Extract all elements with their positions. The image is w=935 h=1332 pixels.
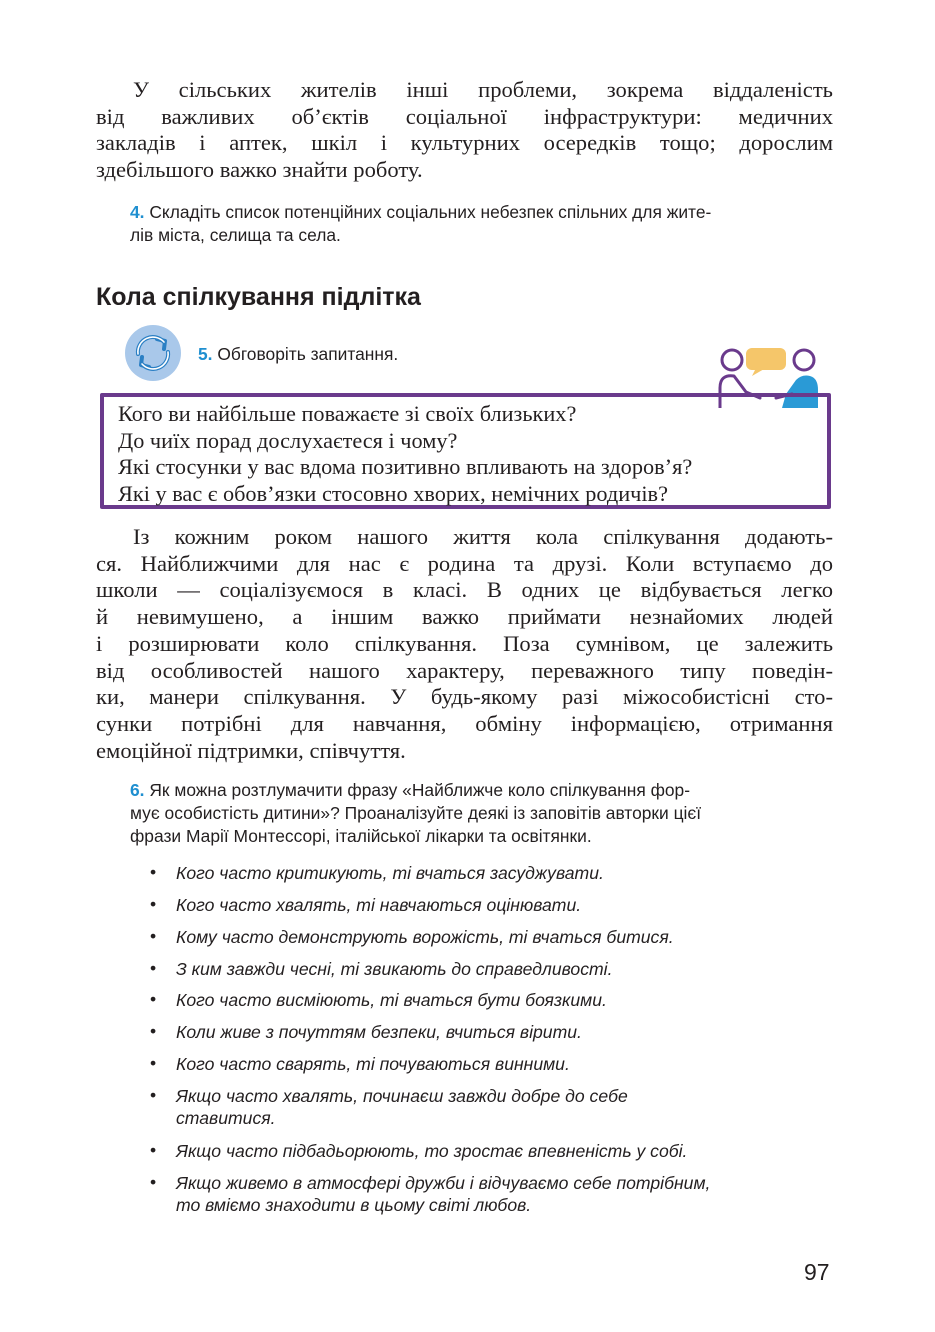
task-5	[198, 344, 398, 365]
page-number: 97	[804, 1259, 830, 1285]
paragraph-line: від особливостей нашого характеру, переважного типу поведін-	[96, 657, 833, 683]
bullet: •	[150, 1085, 157, 1105]
task-text: Обговоріть запитання.	[217, 344, 399, 364]
question: Кого ви найбільше поважаєте зі своїх близьких?	[118, 401, 577, 426]
paragraph-line: сунки потрібні для навчання, обміну інформацією, отримання	[96, 710, 833, 736]
bullet: •	[150, 1140, 157, 1160]
quote-text: Кого часто критикують, ті вчаться засуджувати.	[176, 863, 604, 883]
paragraph-line: й невимушено, а іншим важко приймати незнайомих людей	[96, 604, 833, 630]
quote-text: Кого часто сварять, ті почуваються винними.	[176, 1054, 570, 1074]
section-heading: Кола спілкування підлітка	[96, 283, 421, 311]
paragraph-line: від важливих об’єктів соціальної інфраструктури: медичних	[96, 103, 833, 129]
bullet: •	[150, 926, 157, 946]
bullet: •	[150, 989, 157, 1009]
task-6	[130, 779, 833, 847]
bullet: •	[150, 894, 157, 914]
bullet: •	[150, 862, 157, 882]
bullet: •	[150, 1172, 157, 1192]
bullet: •	[150, 1053, 157, 1073]
quote-text: Кого часто хвалять, ті навчаються оцінювати.	[176, 895, 582, 915]
quote-text: Якщо часто підбадьорюють, то зростає впевненість у собі.	[176, 1141, 688, 1161]
task-text: Складіть список потенційних соціальних небезпек спільних для жите-	[149, 202, 712, 222]
question: Які у вас є обов’язки стосовно хворих, немічних родичів?	[118, 480, 668, 506]
paragraph-line: ки, манери спілкування. У будь-якому разі міжособистісні сто-	[96, 684, 833, 710]
questions-box	[100, 393, 831, 509]
refresh-icon	[124, 324, 182, 382]
task-6-line: мує особистість дитини»? Проаналізуйте деякі із заповітів авторки цієї	[130, 802, 702, 823]
paragraph-line: здебільшого важко знайти роботу.	[96, 157, 423, 183]
quote-text: З ким завжди чесні, ті звикають до справедливості.	[176, 959, 613, 979]
paragraph-line: емоційної підтримки, співчуття.	[96, 737, 406, 763]
bullet: •	[150, 1021, 157, 1041]
questions-list	[118, 401, 692, 507]
paragraph-line: ся. Найближчими для нас є родина та друзі. Коли вступаємо до	[96, 550, 833, 576]
paragraph-line: Із кожним роком нашого життя кола спілкування додають-	[133, 524, 833, 549]
paragraph-line: закладів і аптек, шкіл і культурних осередків тощо; дорослим	[96, 130, 833, 156]
intro-paragraph	[96, 77, 833, 184]
task-4	[130, 201, 833, 247]
paragraph-line: і розширювати коло спілкування. Поза сумнівом, це залежить	[96, 630, 833, 656]
quote-text: Якщо живемо в атмосфері дружби і відчуваємо себе потрібним, то вміємо знаходити в цьому світі любов.	[176, 1173, 711, 1216]
task-number: 4.	[130, 202, 145, 222]
question: Які стосунки у вас вдома позитивно впливають на здоров’я?	[118, 454, 693, 480]
quote-text: Кому часто демонструють ворожість, ті вчаться битися.	[176, 927, 674, 947]
paragraph-line: У сільських жителів інші проблеми, зокрема віддаленість	[133, 77, 833, 102]
task-number: 5.	[198, 344, 213, 364]
task-4-line	[130, 201, 833, 224]
paragraph-line: школи — соціалізуємося в класі. В одних це відбувається легко	[96, 577, 833, 603]
quote-text: Кого часто висміюють, ті вчаться бути боязкими.	[176, 990, 607, 1010]
question: До чиїх порад дослухаєтеся і чому?	[118, 427, 458, 453]
quote-text: Коли живе з почуттям безпеки, вчиться вірити.	[176, 1022, 582, 1042]
quote-text: Якщо часто хвалять, починаєш завжди добре до себе ставитися.	[176, 1086, 628, 1129]
task-6-line	[130, 779, 833, 802]
task-4-line: лів міста, селища та села.	[130, 224, 341, 245]
task-number: 6.	[130, 780, 145, 800]
bullet: •	[150, 958, 157, 978]
main-paragraph	[96, 524, 833, 764]
task-text: Як можна розтлумачити фразу «Найближче коло спілкування фор-	[149, 780, 691, 800]
task-6-line: фрази Марії Монтессорі, італійської лікарки та освітянки.	[130, 825, 592, 846]
